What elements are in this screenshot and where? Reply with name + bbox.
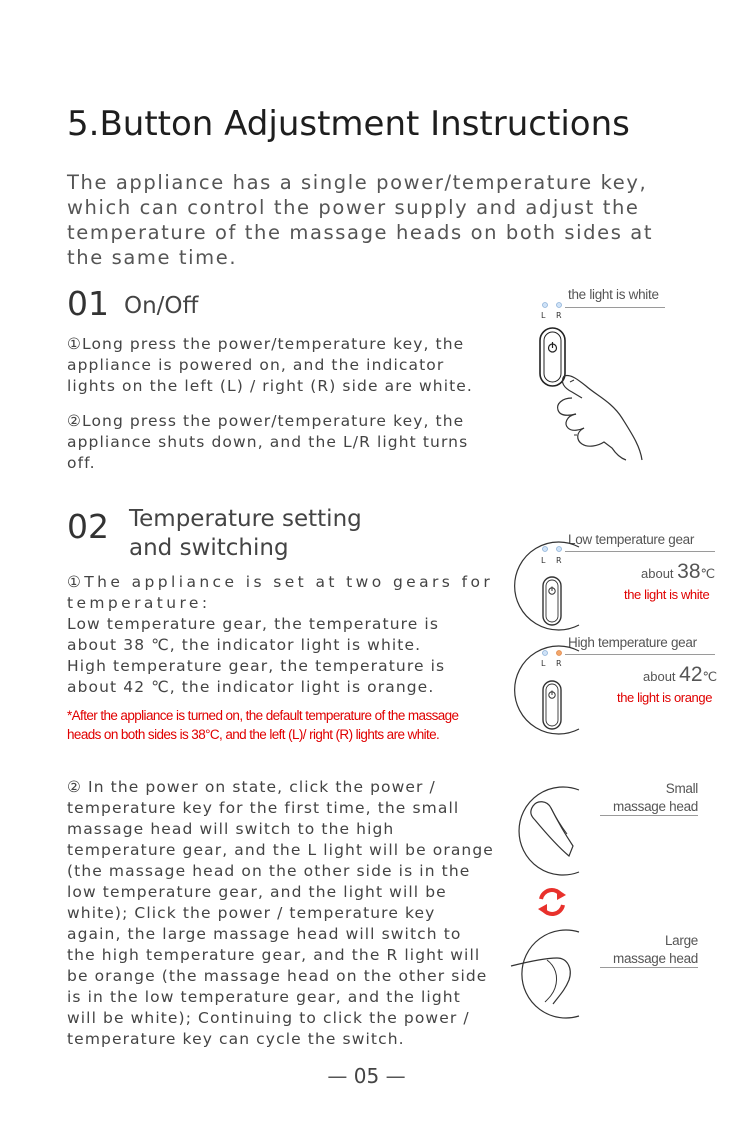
high-gear-temperature xyxy=(643,663,717,687)
indicator-light-l-icon xyxy=(543,651,548,656)
intro-paragraph: The appliance has a single power/temperature key, which can control the power supply and adjust the temperature of the massage heads on both sides at the same time. xyxy=(67,171,654,269)
low-gear-caption: Low temperature gear xyxy=(568,532,695,547)
hand-press-illustration xyxy=(530,298,670,468)
high-gear-underline xyxy=(565,654,715,655)
low-gear-device-illustration xyxy=(509,541,579,631)
section-2-para-2: ② In the power on state, click the power / temperature key for the first time, the small massage head will switch to the high temperature gear, and the L light will be orange (the massage head on the other side is in the low temperature gear, and the light will be white); Click the power / temperature key again, the large massage head will switch to the high temperature gear, and the R light will be orange (the massage head on the other side is in the low temperature gear, and the light will be white); Continuing to click the power / temperature key can cycle the switch. xyxy=(67,778,494,1048)
low-gear-temperature xyxy=(641,560,715,584)
light-white-caption: the light is white xyxy=(568,287,659,302)
section-2-para-1-line-3: High temperature gear, the temperature is about 42 ℃, the indicator light is orange. xyxy=(67,657,446,696)
high-gear-l-label: L xyxy=(541,659,546,668)
temp-unit: ℃ xyxy=(700,566,716,581)
high-gear-caption: High temperature gear xyxy=(568,635,697,650)
low-gear-l-label: L xyxy=(541,556,546,565)
small-head-line-1: Small xyxy=(665,781,698,796)
large-massage-head-illustration xyxy=(507,928,579,1020)
section-1-title: On/Off xyxy=(124,293,199,319)
small-head-underline xyxy=(600,815,698,816)
temp-unit: ℃ xyxy=(702,669,718,684)
large-head-caption xyxy=(600,932,698,968)
section-2-para-1-line-2: Low temperature gear, the temperature is about 38 ℃, the indicator light is white. xyxy=(67,615,440,654)
low-gear-temp-value: 38 xyxy=(677,560,701,583)
indicator-l-label: L xyxy=(541,311,546,320)
small-head-line-2: massage head xyxy=(613,799,698,814)
page-number: — 05 — xyxy=(327,1064,406,1088)
cycle-switch-icon xyxy=(535,885,569,919)
indicator-light-l-icon xyxy=(543,303,548,308)
high-gear-light-text: the light is orange xyxy=(617,690,713,705)
page-number-value: 05 xyxy=(353,1064,380,1088)
about-label: about xyxy=(641,566,674,581)
section-2-number: 02 xyxy=(67,507,109,546)
large-head-underline xyxy=(600,967,698,968)
large-head-line-1: Large xyxy=(664,933,698,948)
indicator-light-r-orange-icon xyxy=(557,651,562,656)
low-gear-r-label: R xyxy=(556,556,562,565)
indicator-light-l-icon xyxy=(543,547,548,552)
page-title: 5.Button Adjustment Instructions xyxy=(67,104,630,144)
section-2-title-line-1: Temperature setting xyxy=(129,506,362,532)
low-gear-light-text: the light is white xyxy=(624,587,710,602)
indicator-r-label: R xyxy=(556,311,562,320)
small-massage-head-illustration xyxy=(507,786,579,876)
low-gear-underline xyxy=(565,551,715,552)
indicator-light-r-icon xyxy=(557,303,562,308)
indicator-light-r-icon xyxy=(557,547,562,552)
default-temperature-warning: *After the appliance is turned on, the default temperature of the massage heads on both sides is 38°C, and the left (L)/ right (R) lights are white. xyxy=(67,708,459,742)
high-gear-temp-value: 42 xyxy=(679,663,703,686)
section-1-para-2: ②Long press the power/temperature key, the appliance shuts down, and the L/R light turns off. xyxy=(67,412,469,472)
section-1-number: 01 xyxy=(67,284,109,323)
section-1-para-1: ①Long press the power/temperature key, the appliance is powered on, and the indicator lights on the left (L) / right (R) side are white. xyxy=(67,335,473,395)
section-2-para-1-line-1: ①The appliance is set at two gears for temperature: xyxy=(67,573,494,612)
large-head-line-2: massage head xyxy=(613,951,698,966)
about-label: about xyxy=(643,669,676,684)
small-head-caption xyxy=(600,780,698,816)
section-2-title-line-2: and switching xyxy=(129,535,289,561)
high-gear-r-label: R xyxy=(556,659,562,668)
